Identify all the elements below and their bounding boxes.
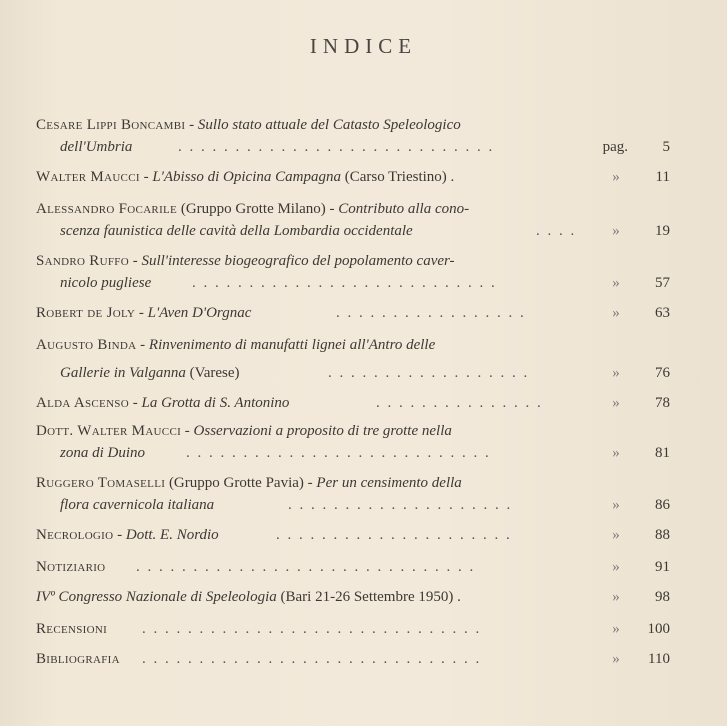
entry-title-continued: flora cavernicola italiana — [60, 497, 215, 513]
page-marker: » — [612, 651, 620, 667]
dot-leader: . . . . . . . . . . . . . . . . . . . . . . . . . . . — [192, 275, 497, 291]
entry-title: L'Aven D'Orgnac — [147, 305, 252, 321]
entry-separator: - — [181, 423, 194, 439]
entry-title: La Grotta di S. Antonino — [141, 395, 290, 411]
entry-author: Dott. Walter Maucci — [36, 423, 182, 439]
dot-leader: . . . . . . . . . . . . . . . . . . . . . . . . . . . . . . — [142, 621, 482, 637]
toc-entry[interactable] — [36, 334, 672, 384]
entry-title: Dott. E. Nordio — [125, 527, 219, 543]
page-number: 98 — [655, 589, 670, 605]
toc-entry[interactable] — [36, 586, 672, 608]
dot-leader: . . . . . . . . . . . . . . . . . . . . . — [276, 527, 512, 543]
toc-entry[interactable] — [36, 556, 672, 578]
dot-leader: . . . . . . . . . . . . . . . . . . . . . . . . . . . . — [178, 139, 495, 155]
page-number: 57 — [655, 275, 670, 291]
page-marker: » — [612, 621, 620, 637]
page-marker: » — [612, 169, 620, 185]
page-marker: » — [612, 497, 620, 513]
entry-separator: - — [136, 337, 149, 353]
entry-title: Per un censimento della — [316, 475, 462, 491]
page-number: 86 — [655, 497, 670, 513]
entry-subtitle: (Bari 21-26 Settembre 1950) . — [276, 589, 461, 605]
page-marker: » — [612, 395, 620, 411]
entry-separator: - — [185, 117, 198, 133]
entry-title: Contributo alla cono- — [338, 201, 470, 217]
entry-separator: - — [135, 305, 148, 321]
toc-entry[interactable] — [36, 648, 672, 670]
page-number: 88 — [655, 527, 670, 543]
toc-entry[interactable] — [36, 420, 672, 464]
entry-author: Alessandro Focarile — [36, 201, 178, 217]
toc-entry[interactable] — [36, 524, 672, 546]
entry-subtitle: (Varese) — [185, 365, 240, 381]
entry-author: Robert de Joly — [36, 305, 136, 321]
entry-title: IVº Congresso Nazionale di Speleologia — [36, 589, 277, 605]
entry-affiliation: (Gruppo Grotte Milano) - — [177, 201, 339, 217]
page-marker: » — [612, 275, 620, 291]
entry-subtitle: (Carso Triestino) . — [340, 169, 455, 185]
toc-entry[interactable] — [36, 472, 672, 516]
page-number: 81 — [655, 445, 670, 461]
page-number: 110 — [648, 651, 670, 667]
pag-label: pag. — [602, 139, 628, 155]
toc-entry[interactable] — [36, 166, 672, 188]
page-title: INDICE — [309, 34, 418, 58]
entry-title: L'Abisso di Opicina Campagna — [152, 169, 341, 185]
entry-title: Rinvenimento di manufatti lignei all'Antro delle — [148, 337, 436, 353]
dot-leader: . . . . . . . . . . . . . . . . . . . . . . . . . . . . . . — [142, 651, 482, 667]
page-number: 91 — [655, 559, 670, 575]
entry-author: Recensioni — [36, 621, 108, 637]
entry-author: Bibliografia — [36, 651, 120, 667]
page-number: 100 — [647, 621, 670, 637]
dot-leader: . . . . . . . . . . . . . . . . . . . . . . . . . . . — [186, 445, 491, 461]
toc-entry[interactable] — [36, 392, 672, 414]
page-number: 78 — [655, 395, 670, 411]
entry-title-continued: dell'Umbria — [60, 139, 133, 155]
entry-author: Cesare Lippi Boncambi — [36, 117, 186, 133]
dot-leader: . . . . . . . . . . . . . . . — [376, 395, 543, 411]
page-marker: » — [612, 559, 620, 575]
page-number: 76 — [655, 365, 670, 381]
page-number: 11 — [655, 169, 670, 185]
page-marker: » — [612, 527, 620, 543]
dot-leader: . . . . . . . . . . . . . . . . . — [336, 305, 526, 321]
page-marker: » — [612, 365, 620, 381]
entry-author: Walter Maucci — [36, 169, 140, 185]
entry-title: Osservazioni a proposito di tre grotte nella — [193, 423, 452, 439]
toc-entry[interactable] — [36, 250, 672, 294]
entry-title-continued: nicolo pugliese — [60, 275, 152, 291]
entry-author: Notiziario — [36, 559, 106, 575]
page-number: 63 — [655, 305, 670, 321]
entry-affiliation: (Gruppo Grotte Pavia) - — [165, 475, 317, 491]
dot-leader: . . . . . . . . . . . . . . . . . . — [328, 365, 530, 381]
dot-leader: . . . . — [536, 223, 577, 239]
entry-separator: - — [128, 253, 142, 269]
entry-separator: - — [139, 169, 153, 185]
entry-author: Alda Ascenso — [36, 395, 129, 411]
dot-leader: . . . . . . . . . . . . . . . . . . . . . . . . . . . . . . — [136, 559, 476, 575]
toc-entry[interactable] — [36, 302, 672, 324]
entry-author: Augusto Binda — [36, 337, 137, 353]
entry-author: Ruggero Tomaselli — [36, 475, 166, 491]
toc-entry[interactable] — [36, 198, 672, 242]
page-marker: » — [612, 589, 620, 605]
page-marker: » — [612, 305, 620, 321]
entry-author: Necrologio — [36, 527, 114, 543]
page-number: 19 — [655, 223, 670, 239]
entry-separator: - — [128, 395, 142, 411]
dot-leader: . . . . . . . . . . . . . . . . . . . . — [288, 497, 513, 513]
entry-author: Sandro Ruffo — [36, 253, 129, 269]
entry-title-continued: scenza faunistica delle cavità della Lombardia occidentale — [60, 223, 413, 239]
page-number: 5 — [662, 139, 670, 155]
toc-entry[interactable] — [36, 114, 672, 158]
page-marker: » — [612, 445, 620, 461]
entry-title: Sullo stato attuale del Catasto Speleologico — [197, 117, 461, 133]
entry-title: Sull'interesse biogeografico del popolamento caver- — [141, 253, 455, 269]
entry-title-continued: Gallerie in Valganna — [60, 365, 186, 381]
entry-title-continued: zona di Duino — [60, 445, 146, 461]
page-marker: » — [612, 223, 620, 239]
entry-separator: - — [113, 527, 126, 543]
toc-entry[interactable] — [36, 618, 672, 640]
